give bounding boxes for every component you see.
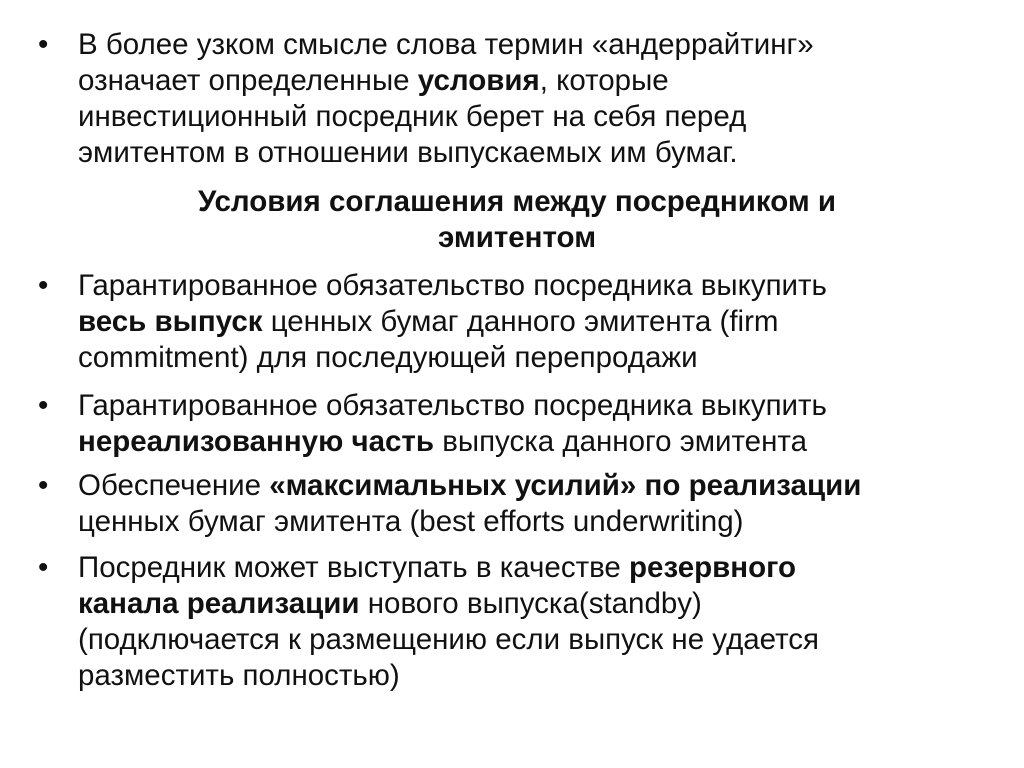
text-span: нового выпуска(standby) bbox=[359, 587, 702, 620]
bullet-text bbox=[78, 468, 993, 540]
text-line: инвестиционный посредник берет на себя перед bbox=[78, 100, 747, 133]
bold-term: канала реализации bbox=[78, 587, 360, 620]
bold-term: условия bbox=[417, 64, 540, 97]
text-line: Гарантированное обязательство посредника выкупить bbox=[78, 269, 827, 302]
text-line bbox=[78, 468, 993, 504]
text-span: Посредник может выступать в качестве bbox=[78, 551, 630, 584]
text-span: означает определенные bbox=[78, 64, 418, 97]
bullet-text bbox=[78, 27, 993, 171]
bold-term: резервного bbox=[629, 551, 797, 584]
bold-term: «максимальных усилий» по реализации bbox=[269, 469, 862, 502]
text-line: ценных бумаг эмитента (best efforts underwriting) bbox=[78, 505, 744, 538]
text-line: (подключается к размещению если выпуск не удается bbox=[78, 623, 820, 656]
text-line: эмитентом в отношении выпускаемых им бумаг. bbox=[78, 136, 738, 169]
bullet-marker: • bbox=[38, 28, 49, 61]
bullet-marker: • bbox=[38, 469, 49, 502]
bullet-marker: • bbox=[38, 269, 49, 302]
bullet-marker: • bbox=[38, 389, 49, 422]
text-line bbox=[78, 586, 993, 622]
bullet-marker: • bbox=[38, 551, 49, 584]
text-line: commitment) для последующей перепродажи bbox=[78, 341, 698, 374]
section-heading bbox=[0, 184, 1024, 256]
text-line: В более узком смысле слова термин «андеррайтинг» bbox=[78, 28, 814, 61]
heading-line: эмитентом bbox=[437, 221, 597, 254]
text-span: Обеспечение bbox=[78, 469, 270, 502]
text-span: ценных бумаг данного эмитента (firm bbox=[262, 305, 779, 338]
text-line bbox=[78, 550, 993, 586]
bullet-text bbox=[78, 268, 993, 376]
heading-line: Условия соглашения между посредником и bbox=[198, 185, 836, 218]
text-span: выпуска данного эмитента bbox=[434, 425, 807, 458]
bold-term: весь выпуск bbox=[78, 305, 263, 338]
text-line bbox=[78, 424, 993, 460]
text-line bbox=[78, 304, 993, 340]
text-line: Гарантированное обязательство посредника выкупить bbox=[78, 389, 827, 422]
bullet-text bbox=[78, 550, 993, 694]
bullet-text bbox=[78, 388, 993, 460]
text-line: разместить полностью) bbox=[78, 659, 400, 692]
text-line bbox=[78, 63, 993, 99]
bold-term: нереализованную часть bbox=[78, 425, 434, 458]
text-span: , которые bbox=[539, 64, 669, 97]
